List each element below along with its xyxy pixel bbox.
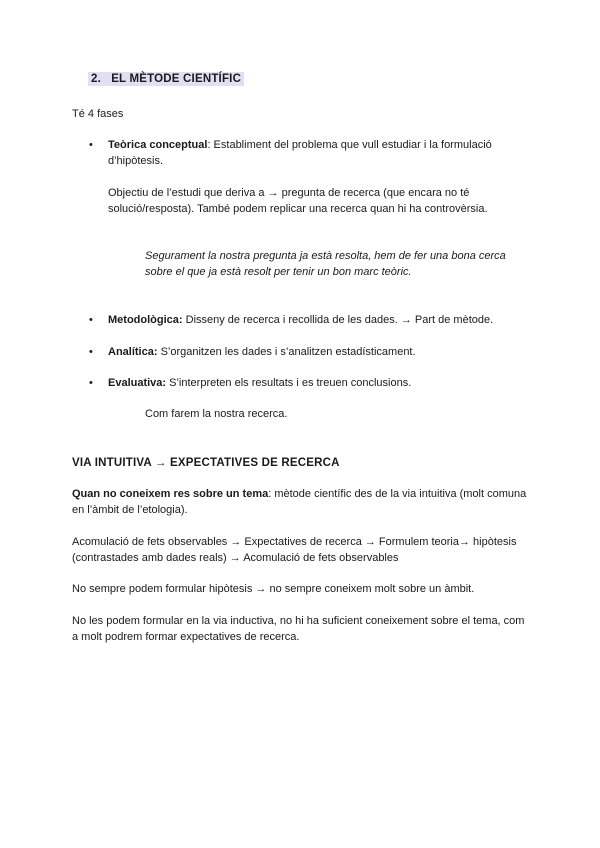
section-heading-highlight <box>88 72 244 86</box>
evaluativa-note: Com farem la nostra recerca. <box>145 408 288 420</box>
italic-note: Segurament la nostra pregunta ja està resolta, hem de fer una bona cerca sobre el que ja està resolt per tenir un bon marc teòric. <box>145 250 506 278</box>
via-paragraph-1-rest: : mètode científic des de la via intuitiva (molt comuna en l’àmbit de l’etologia). <box>72 488 527 516</box>
phase-term: Evaluativa: <box>108 377 167 389</box>
phase-term: Teòrica conceptual <box>108 139 208 151</box>
phase-text: Disseny de recerca i recollida de les dades. → Part de mètode. <box>182 314 494 326</box>
via-heading: VIA INTUITIVA → EXPECTATIVES DE RECERCA <box>72 457 340 469</box>
objective-paragraph: Objectiu de l’estudi que deriva a → pregunta de recerca (que encara no té solució/resposta). També podem replicar una recerca quan hi ha controvèrsia. <box>108 187 488 215</box>
phase-metodologica <box>108 312 538 328</box>
bullet-dot: • <box>89 346 93 358</box>
phase-term: Analítica: <box>108 346 158 358</box>
intro-text: Té 4 fases <box>72 108 124 120</box>
bullet-dot: • <box>89 314 93 326</box>
phase-analitica <box>108 344 528 360</box>
phase-separator: : <box>207 139 211 151</box>
via-paragraph-1-bold: Quan no coneixem res sobre un tema <box>72 488 269 500</box>
phase-text: Establiment del problema que vull estudiar i la formulació d’hipòtesis. <box>108 139 492 167</box>
section-number: 2. <box>91 73 101 85</box>
phase-term: Metodològica: <box>108 314 183 326</box>
via-paragraph-1 <box>72 486 527 518</box>
via-paragraph-4: No les podem formular en la via inductiva, no hi ha suficient coneixement sobre el tema, com a molt podrem formar expectatives de recerca. <box>72 615 525 643</box>
phase-text: S’interpreten els resultats i es treuen conclusions. <box>166 377 412 389</box>
section-heading <box>88 71 244 87</box>
phase-evaluativa <box>108 375 528 391</box>
via-paragraph-3: No sempre podem formular hipòtesis → no sempre coneixem molt sobre un àmbit. <box>72 583 475 595</box>
via-paragraph-2: Acomulació de fets observables → Expectatives de recerca → Formulem teoria→ hipòtesis (contrastades amb dades reals) → Acomulació de fets observables <box>72 536 517 564</box>
section-title: EL MÈTODE CIENTÍFIC <box>111 73 242 85</box>
phase-teorica <box>108 137 528 169</box>
bullet-dot: • <box>89 139 93 151</box>
phase-text: S’organitzen les dades i s’analitzen estadísticament. <box>157 346 416 358</box>
bullet-dot: • <box>89 377 93 389</box>
